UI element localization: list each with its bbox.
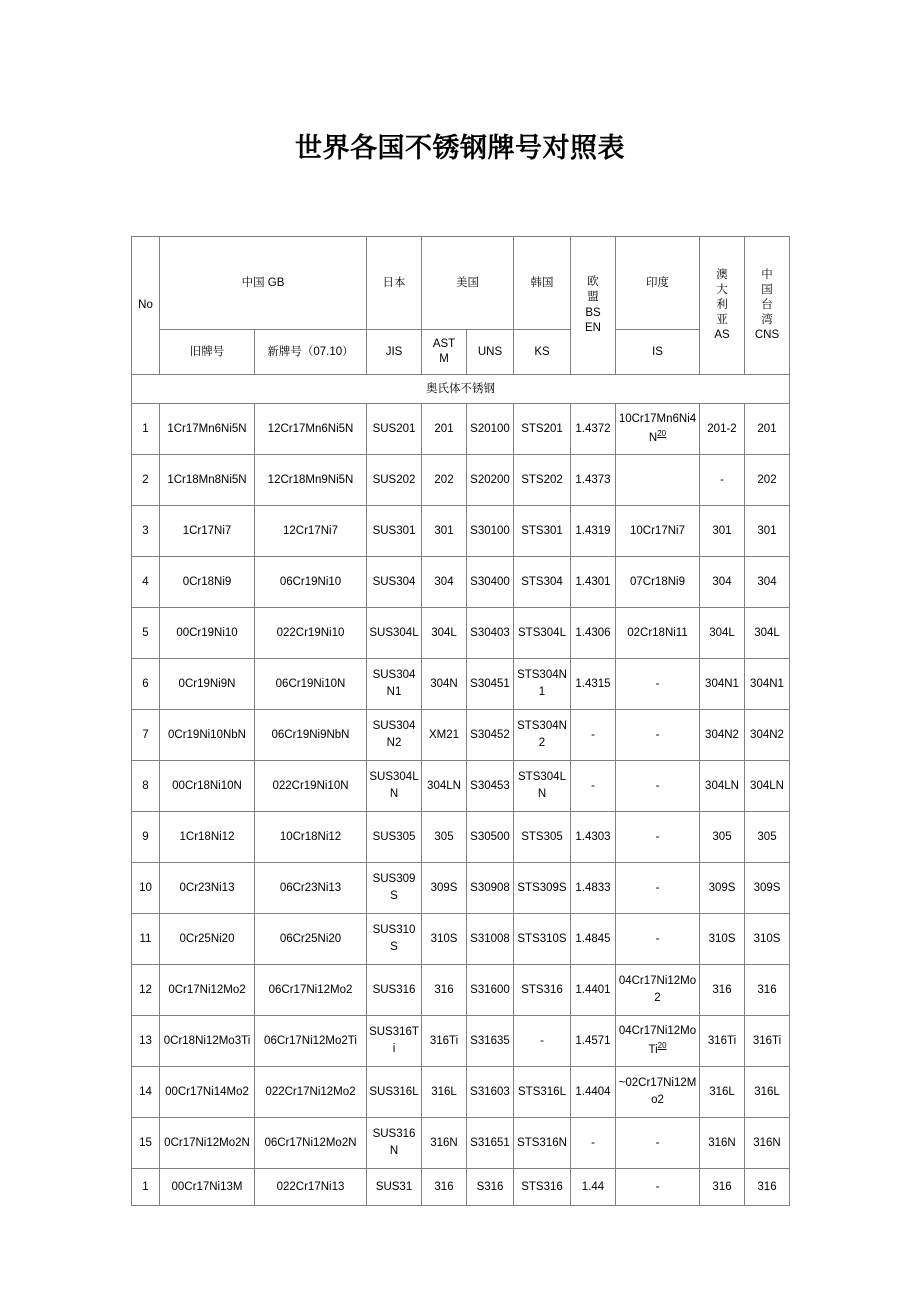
- cell-is: 10Cr17Ni7: [616, 506, 700, 557]
- header-usa: 美国: [422, 237, 514, 330]
- cell-new-grade: 06Cr19Ni10: [255, 557, 367, 608]
- cell-ks: STS316L: [514, 1067, 571, 1118]
- cell-bs-en: 1.4373: [571, 455, 616, 506]
- cell-astm: XM21: [422, 710, 467, 761]
- cell-jis: SUS305: [367, 812, 422, 863]
- cell-old-grade: 0Cr18Ni12Mo3Ti: [160, 1016, 255, 1067]
- cell-old-grade: 0Cr19Ni10NbN: [160, 710, 255, 761]
- cell-no: 9: [132, 812, 160, 863]
- cell-astm: 316: [422, 1169, 467, 1206]
- header-astm-line1: AST: [432, 337, 456, 350]
- cell-astm: 309S: [422, 863, 467, 914]
- header-old-grade: 旧牌号: [160, 330, 255, 375]
- cell-no: 7: [132, 710, 160, 761]
- cell-cns: 304L: [745, 608, 790, 659]
- cell-new-grade: 12Cr17Ni7: [255, 506, 367, 557]
- cell-bs-en: 1.4303: [571, 812, 616, 863]
- cell-jis: SUS309S: [367, 863, 422, 914]
- cell-is: ~02Cr17Ni12Mo2: [616, 1067, 700, 1118]
- header-is: IS: [616, 330, 700, 375]
- cell-uns: S31008: [467, 914, 514, 965]
- steel-grade-comparison-table: [131, 236, 789, 1206]
- header-au-line4: 亚: [716, 314, 728, 327]
- cell-as: 316L: [700, 1067, 745, 1118]
- cell-old-grade: 1Cr18Mn8Ni5N: [160, 455, 255, 506]
- cell-no: 11: [132, 914, 160, 965]
- cell-ks: STS316N: [514, 1118, 571, 1169]
- header-au-line3: 利: [716, 298, 728, 311]
- header-new-grade: 新牌号（07.10）: [255, 330, 367, 375]
- cell-jis: SUS316L: [367, 1067, 422, 1118]
- cell-uns: S31603: [467, 1067, 514, 1118]
- cell-bs-en: 1.4306: [571, 608, 616, 659]
- table-row: [132, 1169, 790, 1206]
- header-no: [132, 237, 160, 375]
- table-row: [132, 506, 790, 557]
- table-row: [132, 557, 790, 608]
- cell-bs-en: 1.4372: [571, 404, 616, 455]
- table-header-row-secondary: [132, 330, 790, 375]
- cell-jis: SUS301: [367, 506, 422, 557]
- cell-ks: STS305: [514, 812, 571, 863]
- cell-uns: S30403: [467, 608, 514, 659]
- cell-old-grade: 0Cr19Ni9N: [160, 659, 255, 710]
- cell-new-grade: 10Cr18Ni12: [255, 812, 367, 863]
- table-row: [132, 965, 790, 1016]
- cell-as: 305: [700, 812, 745, 863]
- table-row: [132, 455, 790, 506]
- header-tw-line4: 湾: [761, 314, 773, 327]
- cell-ks: STS304LN: [514, 761, 571, 812]
- cell-is: 07Cr18Ni9: [616, 557, 700, 608]
- cell-astm: 310S: [422, 914, 467, 965]
- cell-cns: 316: [745, 965, 790, 1016]
- cell-jis: SUS304N2: [367, 710, 422, 761]
- header-tw-line1: 中: [761, 268, 773, 281]
- cell-ks: STS316: [514, 965, 571, 1016]
- cell-no: 15: [132, 1118, 160, 1169]
- cell-as: 316: [700, 1169, 745, 1206]
- cell-cns: 309S: [745, 863, 790, 914]
- header-no-line1: No: [138, 298, 153, 311]
- cell-is: 10Cr17Mn6Ni4N$^{20}$: [616, 404, 700, 455]
- cell-new-grade: 06Cr19Ni9NbN: [255, 710, 367, 761]
- cell-as: 304N1: [700, 659, 745, 710]
- cell-old-grade: 1Cr17Mn6Ni5N: [160, 404, 255, 455]
- header-astm-line2: M: [439, 353, 449, 365]
- cell-bs-en: 1.4315: [571, 659, 616, 710]
- header-tw-line3: 台: [761, 298, 773, 311]
- cell-cns: 304: [745, 557, 790, 608]
- cell-astm: 305: [422, 812, 467, 863]
- cell-new-grade: 022Cr17Ni12Mo2: [255, 1067, 367, 1118]
- cell-old-grade: 00Cr17Ni13M: [160, 1169, 255, 1206]
- cell-old-grade: 00Cr19Ni10: [160, 608, 255, 659]
- header-eu-line4: EN: [585, 321, 601, 334]
- cell-no: 13: [132, 1016, 160, 1067]
- cell-new-grade: 06Cr23Ni13: [255, 863, 367, 914]
- cell-astm: 316: [422, 965, 467, 1016]
- cell-bs-en: -: [571, 761, 616, 812]
- cell-cns: 304N2: [745, 710, 790, 761]
- cell-cns: 310S: [745, 914, 790, 965]
- cell-uns: S30452: [467, 710, 514, 761]
- cell-new-grade: 06Cr17Ni12Mo2Ti: [255, 1016, 367, 1067]
- cell-ks: STS201: [514, 404, 571, 455]
- table-row: [132, 812, 790, 863]
- cell-no: 4: [132, 557, 160, 608]
- cell-uns: S20200: [467, 455, 514, 506]
- cell-cns: 301: [745, 506, 790, 557]
- cell-uns: S20100: [467, 404, 514, 455]
- cell-ks: STS304N2: [514, 710, 571, 761]
- cell-jis: SUS304LN: [367, 761, 422, 812]
- header-eu-bs-en: [571, 237, 616, 375]
- cell-astm: 301: [422, 506, 467, 557]
- cell-is: [616, 455, 700, 506]
- header-eu-line3: BS: [585, 306, 601, 319]
- table-row: [132, 1118, 790, 1169]
- page-title: 世界各国不锈钢牌号对照表: [295, 133, 625, 163]
- cell-as: 316Ti: [700, 1016, 745, 1067]
- cell-uns: S31651: [467, 1118, 514, 1169]
- cell-new-grade: 022Cr17Ni13: [255, 1169, 367, 1206]
- header-eu-line1: 欧: [587, 276, 599, 289]
- cell-bs-en: 1.4301: [571, 557, 616, 608]
- cell-no: 5: [132, 608, 160, 659]
- cell-astm: 201: [422, 404, 467, 455]
- cell-cns: 202: [745, 455, 790, 506]
- cell-jis: SUS310S: [367, 914, 422, 965]
- header-eu-line2: 盟: [587, 291, 599, 304]
- cell-old-grade: 0Cr25Ni20: [160, 914, 255, 965]
- cell-old-grade: 0Cr17Ni12Mo2: [160, 965, 255, 1016]
- cell-uns: S30100: [467, 506, 514, 557]
- cell-bs-en: 1.4845: [571, 914, 616, 965]
- cell-ks: STS316: [514, 1169, 571, 1206]
- cell-as: 309S: [700, 863, 745, 914]
- cell-old-grade: 00Cr18Ni10N: [160, 761, 255, 812]
- cell-as: 316: [700, 965, 745, 1016]
- header-taiwan-cns: [745, 237, 790, 375]
- cell-cns: 316L: [745, 1067, 790, 1118]
- cell-old-grade: 00Cr17Ni14Mo2: [160, 1067, 255, 1118]
- cell-jis: SUS304N1: [367, 659, 422, 710]
- cell-uns: S30453: [467, 761, 514, 812]
- cell-new-grade: 022Cr19Ni10: [255, 608, 367, 659]
- header-india: 印度: [616, 237, 700, 330]
- cell-ks: -: [514, 1016, 571, 1067]
- table-row: [132, 608, 790, 659]
- header-tw-line5: CNS: [754, 329, 780, 342]
- cell-as: 304N2: [700, 710, 745, 761]
- cell-new-grade: 12Cr18Mn9Ni5N: [255, 455, 367, 506]
- cell-no: 12: [132, 965, 160, 1016]
- cell-bs-en: 1.4404: [571, 1067, 616, 1118]
- cell-jis: SUS316Ti: [367, 1016, 422, 1067]
- cell-cns: 201: [745, 404, 790, 455]
- cell-astm: 304LN: [422, 761, 467, 812]
- cell-bs-en: 1.4319: [571, 506, 616, 557]
- cell-no: 2: [132, 455, 160, 506]
- header-au-line5: AS: [714, 329, 730, 342]
- cell-is: -: [616, 863, 700, 914]
- cell-is: 02Cr18Ni11: [616, 608, 700, 659]
- cell-is: -: [616, 812, 700, 863]
- cell-jis: SUS201: [367, 404, 422, 455]
- cell-astm: 202: [422, 455, 467, 506]
- header-australia-as: [700, 237, 745, 375]
- cell-astm: 304: [422, 557, 467, 608]
- table-row: [132, 1067, 790, 1118]
- cell-old-grade: 1Cr18Ni12: [160, 812, 255, 863]
- header-jis: JIS: [367, 330, 422, 375]
- header-uns: UNS: [467, 330, 514, 375]
- cell-is: -: [616, 914, 700, 965]
- cell-no: 8: [132, 761, 160, 812]
- cell-old-grade: 0Cr17Ni12Mo2N: [160, 1118, 255, 1169]
- header-tw-line2: 国: [761, 283, 773, 296]
- cell-cns: 304N1: [745, 659, 790, 710]
- cell-new-grade: 022Cr19Ni10N: [255, 761, 367, 812]
- cell-bs-en: 1.4833: [571, 863, 616, 914]
- cell-is: 04Cr17Ni12Mo2: [616, 965, 700, 1016]
- cell-old-grade: 0Cr23Ni13: [160, 863, 255, 914]
- cell-uns: S316: [467, 1169, 514, 1206]
- section-title-austenitic: 奥氏体不锈钢: [132, 375, 790, 404]
- cell-no: 1: [132, 1169, 160, 1206]
- cell-new-grade: 06Cr19Ni10N: [255, 659, 367, 710]
- cell-bs-en: 1.44: [571, 1169, 616, 1206]
- header-astm: [422, 330, 467, 375]
- cell-no: 1: [132, 404, 160, 455]
- cell-uns: S30400: [467, 557, 514, 608]
- cell-bs-en: -: [571, 1118, 616, 1169]
- cell-astm: 304N: [422, 659, 467, 710]
- cell-uns: S30500: [467, 812, 514, 863]
- cell-no: 3: [132, 506, 160, 557]
- cell-as: 201-2: [700, 404, 745, 455]
- cell-bs-en: 1.4401: [571, 965, 616, 1016]
- cell-as: -: [700, 455, 745, 506]
- cell-jis: SUS316N: [367, 1118, 422, 1169]
- cell-new-grade: 06Cr17Ni12Mo2N: [255, 1118, 367, 1169]
- cell-uns: S30908: [467, 863, 514, 914]
- cell-astm: 316L: [422, 1067, 467, 1118]
- cell-jis: SUS304: [367, 557, 422, 608]
- cell-as: 304: [700, 557, 745, 608]
- cell-is: -: [616, 761, 700, 812]
- cell-astm: 304L: [422, 608, 467, 659]
- cell-uns: S31635: [467, 1016, 514, 1067]
- table-header-row-primary: [132, 237, 790, 330]
- cell-jis: SUS316: [367, 965, 422, 1016]
- header-ks: KS: [514, 330, 571, 375]
- table-row: [132, 1016, 790, 1067]
- cell-no: 10: [132, 863, 160, 914]
- cell-ks: STS304N1: [514, 659, 571, 710]
- table-row: [132, 914, 790, 965]
- header-korea: 韩国: [514, 237, 571, 330]
- cell-as: 304L: [700, 608, 745, 659]
- cell-new-grade: 06Cr25Ni20: [255, 914, 367, 965]
- cell-no: 14: [132, 1067, 160, 1118]
- cell-cns: 305: [745, 812, 790, 863]
- cell-as: 301: [700, 506, 745, 557]
- cell-cns: 316N: [745, 1118, 790, 1169]
- cell-jis: SUS31: [367, 1169, 422, 1206]
- table-row: [132, 761, 790, 812]
- cell-cns: 304LN: [745, 761, 790, 812]
- cell-as: 316N: [700, 1118, 745, 1169]
- cell-is: -: [616, 1169, 700, 1206]
- cell-ks: STS304L: [514, 608, 571, 659]
- cell-bs-en: 1.4571: [571, 1016, 616, 1067]
- cell-ks: STS202: [514, 455, 571, 506]
- cell-ks: STS309S: [514, 863, 571, 914]
- cell-uns: S30451: [467, 659, 514, 710]
- cell-jis: SUS202: [367, 455, 422, 506]
- cell-is: -: [616, 659, 700, 710]
- cell-is: -: [616, 710, 700, 761]
- cell-old-grade: 0Cr18Ni9: [160, 557, 255, 608]
- header-au-line1: 澳: [716, 268, 728, 281]
- cell-is: 04Cr17Ni12MoTi$^{20}$: [616, 1016, 700, 1067]
- cell-astm: 316N: [422, 1118, 467, 1169]
- cell-is: -: [616, 1118, 700, 1169]
- cell-as: 304LN: [700, 761, 745, 812]
- cell-new-grade: 06Cr17Ni12Mo2: [255, 965, 367, 1016]
- table-row: [132, 659, 790, 710]
- cell-jis: SUS304L: [367, 608, 422, 659]
- comparison-table: [131, 236, 790, 1206]
- cell-uns: S31600: [467, 965, 514, 1016]
- table-section-header-row: [132, 375, 790, 404]
- table-row: [132, 710, 790, 761]
- cell-ks: STS301: [514, 506, 571, 557]
- cell-ks: STS310S: [514, 914, 571, 965]
- cell-no: 6: [132, 659, 160, 710]
- header-au-line2: 大: [716, 283, 728, 296]
- cell-bs-en: -: [571, 710, 616, 761]
- cell-old-grade: 1Cr17Ni7: [160, 506, 255, 557]
- header-japan: 日本: [367, 237, 422, 330]
- header-china-gb: 中国 GB: [160, 237, 367, 330]
- cell-astm: 316Ti: [422, 1016, 467, 1067]
- cell-new-grade: 12Cr17Mn6Ni5N: [255, 404, 367, 455]
- footnote-marker: 20: [657, 429, 667, 439]
- cell-cns: 316: [745, 1169, 790, 1206]
- table-row: [132, 404, 790, 455]
- table-row: [132, 863, 790, 914]
- cell-cns: 316Ti: [745, 1016, 790, 1067]
- cell-ks: STS304: [514, 557, 571, 608]
- cell-as: 310S: [700, 914, 745, 965]
- footnote-marker: 20: [657, 1041, 667, 1051]
